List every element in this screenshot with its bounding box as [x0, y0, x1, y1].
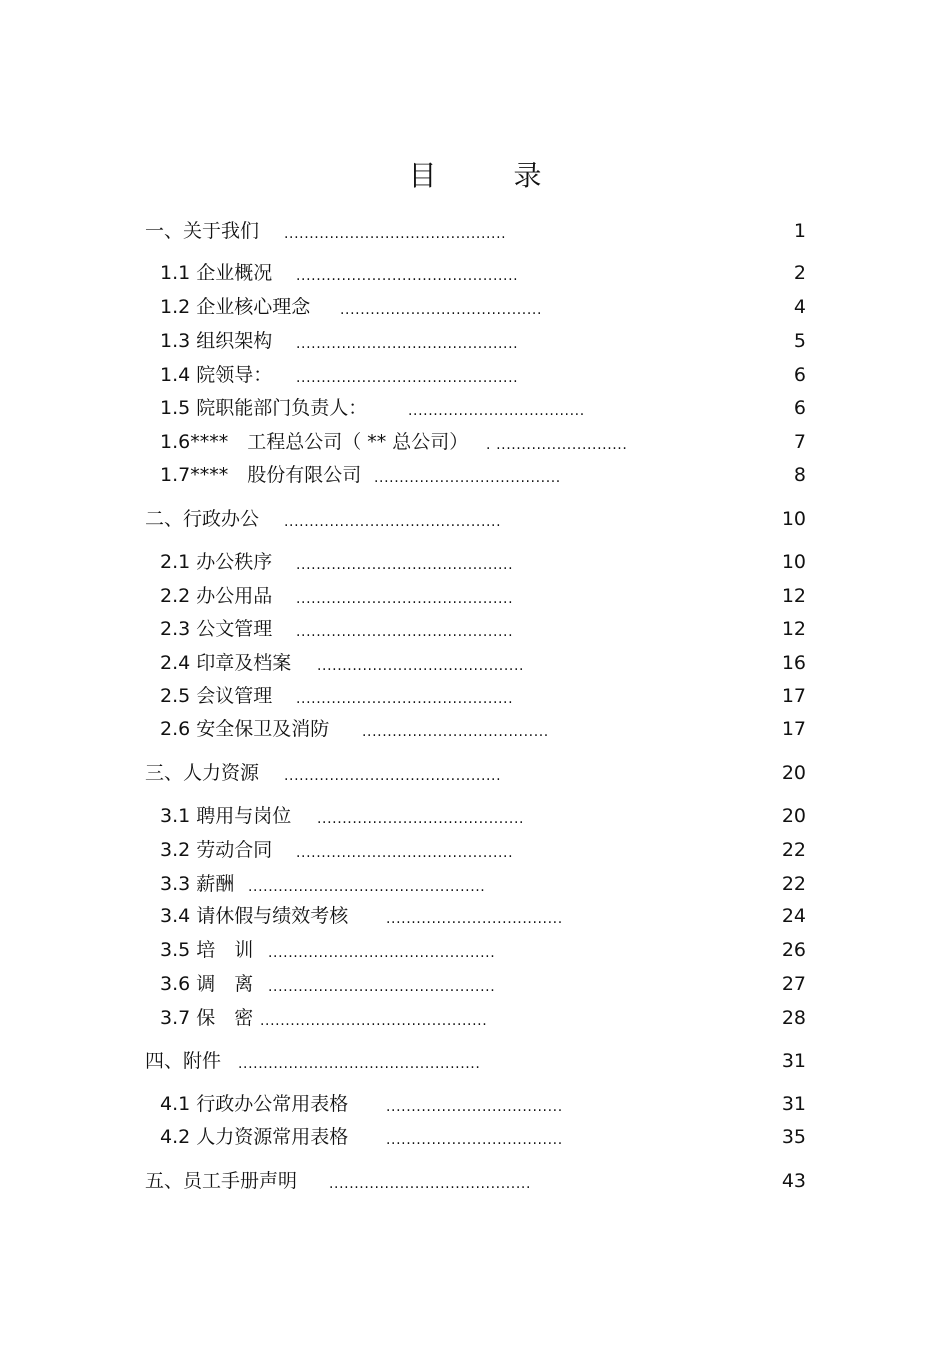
toc-entry[interactable]	[160, 258, 806, 288]
page-number: 27	[781, 973, 806, 995]
page-number: 17	[781, 718, 806, 740]
leader-dots: ........................................	[329, 1176, 532, 1192]
entry-label: 4.2 人力资源常用表格	[160, 1126, 349, 1148]
leader-dots: ...............................................	[248, 879, 486, 895]
leader-dots: ...........................................	[284, 514, 502, 530]
toc-entry[interactable]	[160, 581, 806, 611]
entry-label: 1.4 院领导：	[160, 364, 273, 386]
toc-entry[interactable]	[145, 1166, 806, 1196]
leader-dots: ............................................	[296, 370, 519, 386]
leader-dots: .............................................	[268, 945, 496, 961]
toc-entry[interactable]	[160, 935, 806, 965]
leader-dots: ............................................	[296, 268, 519, 284]
leader-dots: ........................................	[340, 302, 543, 318]
leader-dots: ............................................	[296, 336, 519, 352]
toc-entry[interactable]	[160, 393, 806, 423]
toc-entry[interactable]	[160, 326, 806, 356]
toc-entry[interactable]	[160, 1089, 806, 1119]
toc-entry[interactable]	[160, 801, 806, 831]
leader-dots: ...........................................	[296, 557, 514, 573]
entry-label: 3.7 保 密	[160, 1007, 254, 1029]
page-number: 31	[781, 1050, 806, 1072]
page-number: 22	[781, 873, 806, 895]
leader-dots: ...........................................	[296, 691, 514, 707]
entry-label: 二、行政办公	[145, 508, 260, 530]
toc-entry[interactable]	[160, 1003, 806, 1033]
entry-label: 2.6 安全保卫及消防	[160, 718, 330, 740]
entry-label: 一、关于我们	[145, 220, 260, 242]
entry-label: 2.5 会议管理	[160, 685, 273, 707]
page-number: 20	[781, 762, 806, 784]
toc-entry[interactable]	[160, 547, 806, 577]
entry-label: 三、人力资源	[145, 762, 260, 784]
leader-dots: . ..........................	[486, 437, 628, 453]
toc-entry[interactable]	[160, 292, 806, 322]
entry-label: 4.1 行政办公常用表格	[160, 1093, 349, 1115]
page-number: 35	[781, 1126, 806, 1148]
page-number: 10	[781, 508, 806, 530]
entry-label: 2.4 印章及档案	[160, 652, 292, 674]
page-number: 22	[781, 839, 806, 861]
toc-entry[interactable]	[160, 901, 806, 931]
page-number: 8	[793, 464, 806, 486]
entry-label: 2.2 办公用品	[160, 585, 273, 607]
entry-label: 3.2 劳动合同	[160, 839, 273, 861]
leader-dots: .........................................	[317, 658, 525, 674]
leader-dots: ...........................................	[284, 768, 502, 784]
leader-dots: ...........................................	[296, 845, 514, 861]
entry-label: 1.3 组织架构	[160, 330, 273, 352]
entry-label: 3.6 调 离	[160, 973, 254, 995]
toc-entry[interactable]	[160, 427, 806, 457]
entry-label: 1.5 院职能部门负责人：	[160, 397, 368, 419]
page-number: 12	[781, 618, 806, 640]
page-number: 31	[781, 1093, 806, 1115]
entry-label: 3.5 培 训	[160, 939, 254, 961]
page-number: 43	[781, 1170, 806, 1192]
toc-entry[interactable]	[160, 969, 806, 999]
page-number: 1	[793, 220, 806, 242]
toc-entry[interactable]	[160, 360, 806, 390]
toc-entry[interactable]	[145, 216, 806, 246]
page-number: 28	[781, 1007, 806, 1029]
toc-entry[interactable]	[160, 614, 806, 644]
leader-dots: ...................................	[386, 1132, 563, 1148]
leader-dots: .............................................	[268, 979, 496, 995]
toc-entry[interactable]	[145, 504, 806, 534]
leader-dots: ...................................	[408, 403, 585, 419]
leader-dots: .....................................	[374, 470, 561, 486]
entry-label: 3.1 聘用与岗位	[160, 805, 292, 827]
entry-label: 1.7**** 股份有限公司	[160, 464, 362, 486]
toc-entry[interactable]	[160, 835, 806, 865]
entry-label: 1.6**** 工程总公司（ ** 总公司）	[160, 431, 469, 453]
leader-dots: ................................................	[238, 1056, 481, 1072]
leader-dots: ...................................	[386, 911, 563, 927]
toc-entry[interactable]	[160, 869, 806, 899]
leader-dots: ...........................................	[296, 591, 514, 607]
page-number: 7	[793, 431, 806, 453]
page-number: 10	[781, 551, 806, 573]
page-number: 16	[781, 652, 806, 674]
page-number: 6	[793, 397, 806, 419]
leader-dots: ...........................................	[296, 624, 514, 640]
toc-entry[interactable]	[160, 648, 806, 678]
entry-label: 2.1 办公秩序	[160, 551, 273, 573]
entry-label: 2.3 公文管理	[160, 618, 273, 640]
leader-dots: .....................................	[362, 724, 549, 740]
page-number: 2	[793, 262, 806, 284]
page-number: 17	[781, 685, 806, 707]
entry-label: 1.1 企业概况	[160, 262, 273, 284]
toc-entry[interactable]	[160, 714, 806, 744]
toc-entry[interactable]	[145, 1046, 806, 1076]
entry-label: 1.2 企业核心理念	[160, 296, 311, 318]
leader-dots: .............................................	[260, 1013, 488, 1029]
page-number: 24	[781, 905, 806, 927]
entry-label: 3.4 请休假与绩效考核	[160, 905, 349, 927]
leader-dots: ...................................	[386, 1099, 563, 1115]
page-number: 4	[793, 296, 806, 318]
entry-label: 四、附件	[145, 1050, 222, 1072]
page-number: 6	[793, 364, 806, 386]
toc-entry[interactable]	[160, 681, 806, 711]
page-number: 12	[781, 585, 806, 607]
entry-label: 五、员工手册声明	[145, 1170, 298, 1192]
leader-dots: ............................................	[284, 226, 507, 242]
page-number: 5	[793, 330, 806, 352]
page-number: 20	[781, 805, 806, 827]
leader-dots: .........................................	[317, 811, 525, 827]
toc-entry[interactable]	[160, 1122, 806, 1152]
page-number: 26	[781, 939, 806, 961]
toc-entry[interactable]	[145, 758, 806, 788]
toc-title: 目 录	[408, 159, 576, 192]
toc-entry[interactable]	[160, 460, 806, 490]
entry-label: 3.3 薪酬	[160, 873, 235, 895]
